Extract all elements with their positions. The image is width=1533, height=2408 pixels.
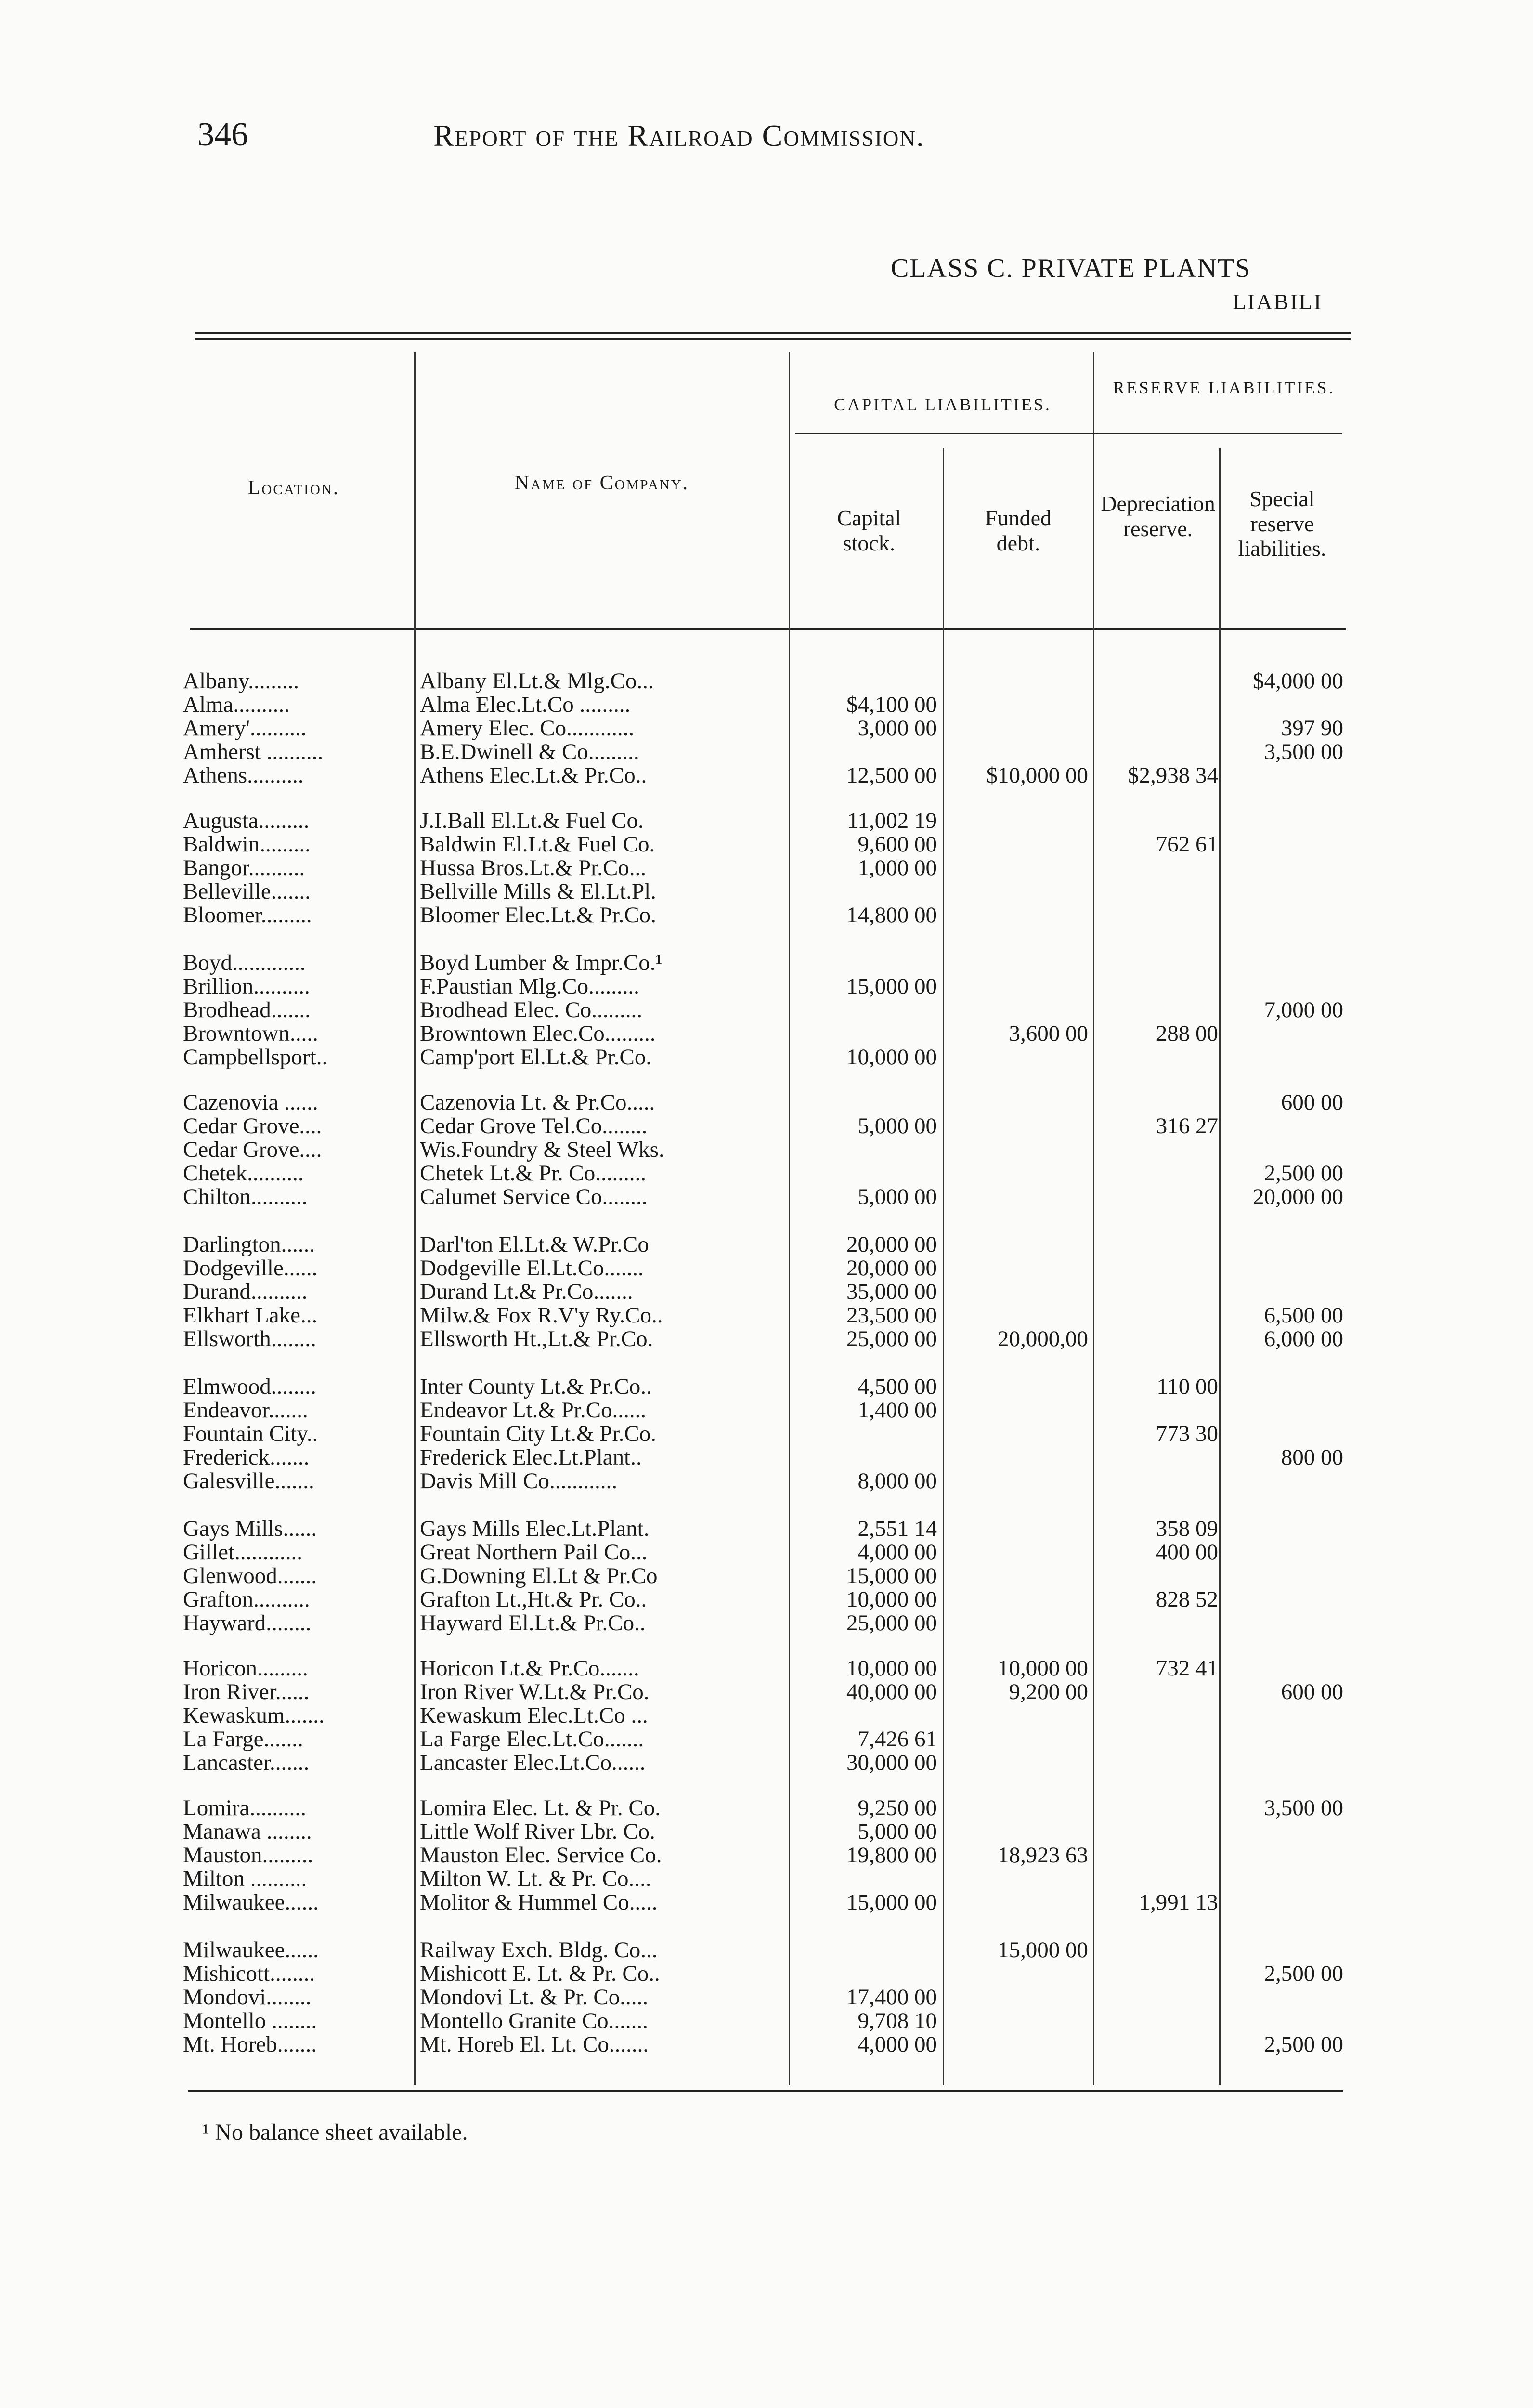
capital-stock-cell: 8,000 00: [857, 1469, 937, 1493]
capital-stock-cell: 20,000 00: [846, 1233, 937, 1256]
table-row: [0, 1304, 1533, 1327]
table-row: [0, 856, 1533, 880]
capital-stock-cell: 15,000 00: [846, 1564, 937, 1588]
location-cell: Fountain City..: [183, 1422, 318, 1446]
capital-stock-cell: 15,000 00: [846, 975, 937, 998]
company-cell: Milw.& Fox R.V'y Ry.Co..: [420, 1304, 663, 1327]
location-cell: Kewaskum.......: [183, 1704, 325, 1727]
company-cell: Railway Exch. Bldg. Co...: [420, 1938, 658, 1962]
table-row: [0, 1680, 1533, 1704]
capital-stock-cell: 30,000 00: [846, 1751, 937, 1775]
table-row: [0, 1986, 1533, 2009]
table-row: [0, 1280, 1533, 1304]
location-cell: Montello ........: [183, 2009, 317, 2033]
company-cell: Great Northern Pail Co...: [420, 1541, 648, 1564]
table-row: [0, 1844, 1533, 1867]
table-row: [0, 1751, 1533, 1775]
row-group: [0, 1233, 1533, 1351]
table-row: [0, 975, 1533, 998]
funded-debt-cell: 10,000 00: [998, 1657, 1088, 1680]
company-cell: Iron River W.Lt.& Pr.Co.: [420, 1680, 650, 1704]
location-cell: Mauston.........: [183, 1844, 313, 1867]
company-cell: Mishicott E. Lt. & Pr. Co..: [420, 1962, 660, 1986]
special-reserve-cell: 20,000 00: [1253, 1185, 1343, 1209]
company-cell: Little Wolf River Lbr. Co.: [420, 1820, 655, 1844]
capital-stock-cell: 25,000 00: [846, 1327, 937, 1351]
row-group: [0, 1517, 1533, 1635]
capital-stock-cell: 15,000 00: [846, 1891, 937, 1914]
funded-debt-cell: 18,923 63: [998, 1844, 1088, 1867]
location-cell: La Farge.......: [183, 1727, 303, 1751]
table-row: [0, 1469, 1533, 1493]
capital-stock-cell: $4,100 00: [846, 693, 937, 717]
company-cell: Calumet Service Co........: [420, 1185, 648, 1209]
capital-stock-cell: 10,000 00: [846, 1046, 937, 1069]
location-cell: Mondovi........: [183, 1986, 312, 2009]
location-cell: Elkhart Lake...: [183, 1304, 318, 1327]
location-cell: Elmwood........: [183, 1375, 316, 1399]
company-cell: Boyd Lumber & Impr.Co.¹: [420, 951, 663, 975]
location-cell: Boyd.............: [183, 951, 306, 975]
table-row: [0, 1820, 1533, 1844]
running-head: Report of the Railroad Commission.: [433, 118, 925, 153]
table-row: [0, 1399, 1533, 1422]
table-row: [0, 1022, 1533, 1046]
location-cell: Lomira..........: [183, 1796, 306, 1820]
liabilities-heading: LIABILI: [1233, 289, 1323, 314]
location-cell: Brodhead.......: [183, 998, 311, 1022]
depreciation-reserve-cell: 762 61: [1156, 833, 1218, 856]
company-cell: Darl'ton El.Lt.& W.Pr.Co: [420, 1233, 649, 1256]
row-group: [0, 1657, 1533, 1775]
row-group: [0, 1091, 1533, 1209]
top-double-rule-1: [195, 332, 1351, 334]
table-row: [0, 880, 1533, 903]
company-cell: G.Downing El.Lt & Pr.Co: [420, 1564, 658, 1588]
location-cell: Athens..........: [183, 764, 304, 787]
funded-debt-cell: 3,600 00: [1009, 1022, 1088, 1046]
special-reserve-cell: 6,000 00: [1264, 1327, 1343, 1351]
capital-stock-cell: 4,000 00: [857, 2033, 937, 2056]
location-cell: Mishicott........: [183, 1962, 315, 1986]
location-cell: Dodgeville......: [183, 1256, 318, 1280]
location-cell: Brillion..........: [183, 975, 310, 998]
row-group: [0, 1796, 1533, 1914]
table-row: [0, 1704, 1533, 1727]
table-row: [0, 951, 1533, 975]
table-row: [0, 1091, 1533, 1114]
table-row: [0, 1517, 1533, 1541]
special-reserve-cell: 397 90: [1281, 717, 1343, 740]
location-cell: Lancaster.......: [183, 1751, 310, 1775]
special-reserve-cell: 600 00: [1281, 1091, 1343, 1114]
capital-stock-cell: 9,250 00: [857, 1796, 937, 1820]
company-cell: Molitor & Hummel Co.....: [420, 1891, 658, 1914]
company-cell: J.I.Ball El.Lt.& Fuel Co.: [420, 809, 644, 833]
location-cell: Campbellsport..: [183, 1046, 328, 1069]
depreciation-reserve-cell: 110 00: [1156, 1375, 1218, 1399]
capital-stock-cell: 9,600 00: [857, 833, 937, 856]
company-cell: Chetek Lt.& Pr. Co.........: [420, 1162, 646, 1185]
company-cell: Cedar Grove Tel.Co........: [420, 1114, 648, 1138]
location-cell: Amherst ..........: [183, 740, 324, 764]
company-cell: La Farge Elec.Lt.Co.......: [420, 1727, 644, 1751]
location-cell: Chetek..........: [183, 1162, 304, 1185]
company-cell: F.Paustian Mlg.Co.........: [420, 975, 639, 998]
table-row: [0, 1727, 1533, 1751]
table-row: [0, 903, 1533, 927]
company-cell: Horicon Lt.& Pr.Co.......: [420, 1657, 639, 1680]
special-reserve-cell: 2,500 00: [1264, 2033, 1343, 2056]
capital-stock-cell: 2,551 14: [857, 1517, 937, 1541]
company-cell: Ellsworth Ht.,Lt.& Pr.Co.: [420, 1327, 653, 1351]
location-cell: Cazenovia ......: [183, 1091, 318, 1114]
table-row: [0, 1162, 1533, 1185]
location-cell: Iron River......: [183, 1680, 310, 1704]
location-cell: Glenwood.......: [183, 1564, 317, 1588]
capital-stock-cell: 4,000 00: [857, 1541, 937, 1564]
location-cell: Mt. Horeb.......: [183, 2033, 317, 2056]
company-cell: Davis Mill Co............: [420, 1469, 617, 1493]
company-cell: B.E.Dwinell & Co.........: [420, 740, 639, 764]
company-cell: Wis.Foundry & Steel Wks.: [420, 1138, 664, 1162]
table-row: [0, 1867, 1533, 1891]
company-cell: Endeavor Lt.& Pr.Co......: [420, 1399, 646, 1422]
table-row: [0, 717, 1533, 740]
depreciation-reserve-cell: 732 41: [1156, 1657, 1218, 1680]
depreciation-reserve-cell: 773 30: [1156, 1422, 1218, 1446]
page-number: 346: [197, 116, 248, 153]
special-reserve-cell: $4,000 00: [1253, 669, 1343, 693]
depreciation-reserve-cell: 358 09: [1156, 1517, 1218, 1541]
company-cell: Fountain City Lt.& Pr.Co.: [420, 1422, 656, 1446]
table-row: [0, 809, 1533, 833]
capital-stock-cell: 14,800 00: [846, 903, 937, 927]
table-row: [0, 1375, 1533, 1399]
company-cell: Montello Granite Co.......: [420, 2009, 648, 2033]
header-funded-debt: Funded debt.: [985, 506, 1052, 555]
header-capital-stock: Capital stock.: [837, 506, 901, 555]
company-cell: Lancaster Elec.Lt.Co......: [420, 1751, 646, 1775]
company-cell: Gays Mills Elec.Lt.Plant.: [420, 1517, 650, 1541]
capital-stock-cell: 5,000 00: [857, 1820, 937, 1844]
location-cell: Alma..........: [183, 693, 290, 717]
special-reserve-cell: 800 00: [1281, 1446, 1343, 1469]
table-row: [0, 1327, 1533, 1351]
capital-stock-cell: 5,000 00: [857, 1114, 937, 1138]
table-row: [0, 1233, 1533, 1256]
table-row: [0, 1962, 1533, 1986]
special-reserve-cell: 600 00: [1281, 1680, 1343, 1704]
funded-debt-cell: 20,000,00: [998, 1327, 1088, 1351]
table-row: [0, 669, 1533, 693]
location-cell: Durand..........: [183, 1280, 308, 1304]
company-cell: Milton W. Lt. & Pr. Co....: [420, 1867, 651, 1891]
company-cell: Hayward El.Lt.& Pr.Co..: [420, 1611, 646, 1635]
capital-stock-cell: 19,800 00: [846, 1844, 937, 1867]
table-row: [0, 1114, 1533, 1138]
table-row: [0, 1046, 1533, 1069]
special-reserve-cell: 3,500 00: [1264, 740, 1343, 764]
depreciation-reserve-cell: 316 27: [1156, 1114, 1218, 1138]
capital-stock-cell: 40,000 00: [846, 1680, 937, 1704]
company-cell: Camp'port El.Lt.& Pr.Co.: [420, 1046, 652, 1069]
header-depreciation-reserve: Depreciation reserve.: [1101, 491, 1215, 541]
funded-debt-cell: $10,000 00: [986, 764, 1088, 787]
company-cell: Browntown Elec.Co.........: [420, 1022, 656, 1046]
table-row: [0, 2033, 1533, 2056]
row-group: [0, 1938, 1533, 2056]
class-heading: CLASS C. PRIVATE PLANTS: [891, 253, 1251, 283]
capital-stock-cell: 10,000 00: [846, 1588, 937, 1611]
table-row: [0, 998, 1533, 1022]
capital-stock-cell: 9,708 10: [857, 2009, 937, 2033]
location-cell: Ellsworth........: [183, 1327, 316, 1351]
capital-stock-cell: 4,500 00: [857, 1375, 937, 1399]
table-bottom-rule: [188, 2090, 1343, 2092]
depreciation-reserve-cell: 288 00: [1156, 1022, 1218, 1046]
table-row: [0, 2009, 1533, 2033]
location-cell: Browntown.....: [183, 1022, 318, 1046]
table-row: [0, 1657, 1533, 1680]
company-cell: Cazenovia Lt. & Pr.Co.....: [420, 1091, 655, 1114]
location-cell: Frederick.......: [183, 1446, 310, 1469]
capital-stock-cell: 1,400 00: [857, 1399, 937, 1422]
table-row: [0, 833, 1533, 856]
table-row: [0, 1588, 1533, 1611]
location-cell: Belleville.......: [183, 880, 311, 903]
row-group: [0, 951, 1533, 1069]
special-reserve-cell: 3,500 00: [1264, 1796, 1343, 1820]
capital-stock-cell: 25,000 00: [846, 1611, 937, 1635]
location-cell: Bangor..........: [183, 856, 305, 880]
location-cell: Galesville.......: [183, 1469, 314, 1493]
capital-stock-cell: 7,426 61: [857, 1727, 937, 1751]
funded-debt-cell: 9,200 00: [1009, 1680, 1088, 1704]
location-cell: Hayward........: [183, 1611, 312, 1635]
location-cell: Gillet............: [183, 1541, 303, 1564]
company-cell: Bellville Mills & El.Lt.Pl.: [420, 880, 656, 903]
company-cell: Grafton Lt.,Ht.& Pr. Co..: [420, 1588, 647, 1611]
company-cell: Amery Elec. Co............: [420, 717, 635, 740]
company-cell: Mt. Horeb El. Lt. Co.......: [420, 2033, 649, 2056]
capital-stock-cell: 35,000 00: [846, 1280, 937, 1304]
company-cell: Hussa Bros.Lt.& Pr.Co...: [420, 856, 647, 880]
capital-stock-cell: 10,000 00: [846, 1657, 937, 1680]
header-bottom-rule: [190, 628, 1346, 630]
special-reserve-cell: 7,000 00: [1264, 998, 1343, 1022]
table-row: [0, 693, 1533, 717]
capital-stock-cell: 12,500 00: [846, 764, 937, 787]
company-cell: Dodgeville El.Lt.Co.......: [420, 1256, 644, 1280]
table-row: [0, 1891, 1533, 1914]
capital-stock-cell: 11,002 19: [847, 809, 937, 833]
company-cell: Mondovi Lt. & Pr. Co.....: [420, 1986, 648, 2009]
location-cell: Milwaukee......: [183, 1891, 319, 1914]
company-cell: Mauston Elec. Service Co.: [420, 1844, 662, 1867]
capital-stock-cell: 3,000 00: [857, 717, 937, 740]
capital-stock-cell: 17,400 00: [846, 1986, 937, 2009]
header-capital-liabilities: CAPITAL LIABILITIES.: [834, 395, 1052, 414]
table-row: [0, 1938, 1533, 1962]
capital-stock-cell: 23,500 00: [846, 1304, 937, 1327]
special-reserve-cell: 2,500 00: [1264, 1962, 1343, 1986]
special-reserve-cell: 2,500 00: [1264, 1162, 1343, 1185]
header-company: Name of Company.: [514, 472, 689, 494]
header-location: Location.: [247, 477, 340, 499]
table-row: [0, 764, 1533, 787]
location-cell: Darlington......: [183, 1233, 315, 1256]
location-cell: Grafton..........: [183, 1588, 310, 1611]
group-header-rule: [795, 433, 1342, 434]
company-cell: Inter County Lt.& Pr.Co..: [420, 1375, 652, 1399]
company-cell: Athens Elec.Lt.& Pr.Co..: [420, 764, 647, 787]
company-cell: Alma Elec.Lt.Co .........: [420, 693, 631, 717]
location-cell: Albany.........: [183, 669, 299, 693]
location-cell: Bloomer.........: [183, 903, 312, 927]
company-cell: Durand Lt.& Pr.Co.......: [420, 1280, 633, 1304]
location-cell: Cedar Grove....: [183, 1114, 322, 1138]
table-row: [0, 1138, 1533, 1162]
company-cell: Brodhead Elec. Co.........: [420, 998, 643, 1022]
capital-stock-cell: 5,000 00: [857, 1185, 937, 1209]
depreciation-reserve-cell: 828 52: [1156, 1588, 1218, 1611]
top-double-rule-2: [195, 338, 1351, 340]
company-cell: Kewaskum Elec.Lt.Co ...: [420, 1704, 648, 1727]
company-cell: Frederick Elec.Lt.Plant..: [420, 1446, 642, 1469]
table-row: [0, 740, 1533, 764]
capital-stock-cell: 1,000 00: [857, 856, 937, 880]
location-cell: Endeavor.......: [183, 1399, 308, 1422]
table-row: [0, 1541, 1533, 1564]
company-cell: Bloomer Elec.Lt.& Pr.Co.: [420, 903, 656, 927]
location-cell: Gays Mills......: [183, 1517, 317, 1541]
table-row: [0, 1564, 1533, 1588]
location-cell: Amery'..........: [183, 717, 307, 740]
company-cell: Lomira Elec. Lt. & Pr. Co.: [420, 1796, 661, 1820]
special-reserve-cell: 6,500 00: [1264, 1304, 1343, 1327]
row-group: [0, 809, 1533, 927]
table-row: [0, 1796, 1533, 1820]
location-cell: Milton ..........: [183, 1867, 307, 1891]
location-cell: Manawa ........: [183, 1820, 312, 1844]
capital-stock-cell: 20,000 00: [846, 1256, 937, 1280]
table-row: [0, 1611, 1533, 1635]
company-cell: Baldwin El.Lt.& Fuel Co.: [420, 833, 655, 856]
table-row: [0, 1256, 1533, 1280]
location-cell: Milwaukee......: [183, 1938, 319, 1962]
funded-debt-cell: 15,000 00: [998, 1938, 1088, 1962]
row-group: [0, 669, 1533, 787]
company-cell: Albany El.Lt.& Mlg.Co...: [420, 669, 654, 693]
location-cell: Augusta.........: [183, 809, 310, 833]
depreciation-reserve-cell: 400 00: [1156, 1541, 1218, 1564]
location-cell: Chilton..........: [183, 1185, 308, 1209]
table-row: [0, 1185, 1533, 1209]
location-cell: Horicon.........: [183, 1657, 308, 1680]
row-group: [0, 1375, 1533, 1493]
footnote: ¹ No balance sheet available.: [202, 2120, 468, 2145]
location-cell: Cedar Grove....: [183, 1138, 322, 1162]
location-cell: Baldwin.........: [183, 833, 311, 856]
table-row: [0, 1422, 1533, 1446]
header-reserve-liabilities: RESERVE LIABILITIES.: [1113, 378, 1335, 397]
table-row: [0, 1446, 1533, 1469]
depreciation-reserve-cell: $2,938 34: [1128, 764, 1218, 787]
depreciation-reserve-cell: 1,991 13: [1139, 1891, 1218, 1914]
header-special-reserve: Special reserve liabilities.: [1238, 486, 1326, 561]
